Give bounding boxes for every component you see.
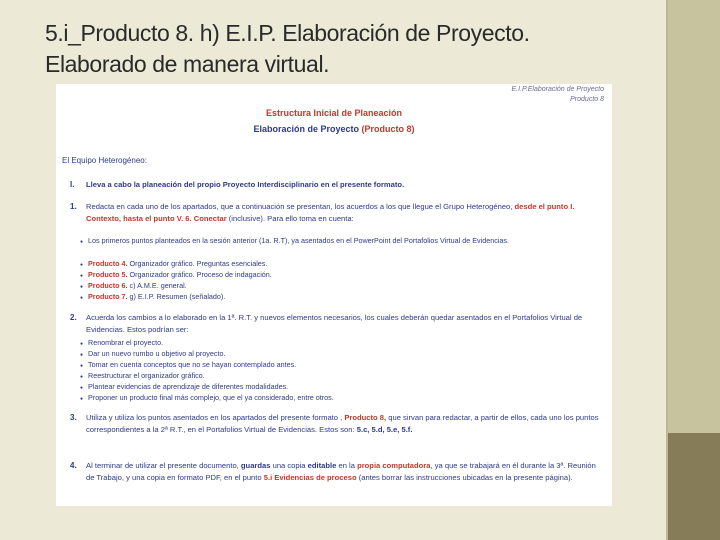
bullet-list-1-item	[88, 270, 272, 280]
doc-title: Estructura Inicial de Planeación	[265, 108, 403, 118]
slide-title-line-2: Elaborado de manera virtual.	[45, 51, 330, 77]
bullet-1-1-strong: Producto 4.	[88, 259, 128, 268]
section-2-number: 1.	[70, 202, 77, 211]
document-image	[56, 84, 612, 506]
bullet-list-2-item: ● Proponer un producto final más complejo, que el ya considerado, entre otros.	[88, 393, 334, 403]
section-5-text-e: en la	[338, 461, 355, 470]
section-2-text	[86, 201, 606, 225]
bullet-1-4-text: g) E.I.P. Resumen (señalado).	[127, 292, 226, 301]
bullet-1-3-strong: Producto 6.	[88, 281, 128, 290]
section-4-number: 3.	[70, 413, 77, 422]
doc-header-line-2: Producto 8	[570, 96, 604, 103]
bullet-1-3-text: c) A.M.E. general.	[127, 281, 187, 290]
bullet-1-1-text: Organizador gráfico. Preguntas esenciales.	[127, 259, 268, 268]
section-4-text-d: 5.c, 5.d, 5.e, 5.f.	[356, 425, 413, 434]
section-4-text-b: Producto 8,	[344, 413, 387, 422]
section-1-number: I.	[70, 180, 75, 189]
section-5-text	[86, 460, 606, 484]
section-5-text-h: 5.i Evidencias de proceso	[263, 473, 357, 482]
section-1-text	[86, 179, 606, 191]
doc-subtitle-text: Elaboración de Proyecto	[253, 124, 359, 134]
section-3-text: Acuerda los cambios a lo elaborado en la 1ª. R.T. y nuevos elementos necesarios, los cuales deberán quedar asentados en el Portafolios Virtual de Evidencias. Estos podrían ser:	[86, 313, 583, 334]
bullet-1-2-text: Organizador gráfico. Proceso de indagación.	[127, 270, 272, 279]
bullet-list-2-item: ● Dar un nuevo rumbo u objetivo al proyecto.	[88, 349, 225, 359]
section-5-text-c: una copia	[272, 461, 306, 470]
doc-subtitle	[56, 124, 612, 134]
section-5-text-g: , ya que se trabajará en él durante la 3ª. Reunión de Trabajo, y una copia en formato PDF, en el punto	[86, 461, 596, 482]
bullet-list-2-item: ● Renombrar el proyecto.	[88, 338, 163, 348]
section-2-text-a: Redacta en cada uno de los apartados, que a continuación se presentan, los acuerdos a los que llegue el Grupo Heterogéneo,	[86, 202, 513, 211]
slide-title	[45, 18, 655, 80]
section-3-number: 2.	[70, 313, 77, 322]
section-1-text-bold: Lleva a cabo la planeación del propio Proyecto Interdisciplinario en el presente formato.	[86, 180, 405, 189]
slide-sidebar-dark-block	[668, 433, 720, 540]
doc-subtitle-product: (Producto 8)	[361, 124, 415, 134]
bullet-list-2-item: ● Reestructurar el organizador gráfico.	[88, 371, 205, 381]
bullet-1-2-strong: Producto 5.	[88, 270, 128, 279]
section-4-text-c: que sirvan para redactar, a partir de ellos, cada uno los puntos correspondientes a la 2ª R.T., en el Portafolios Virtual de Evidencias. Estos son:	[86, 413, 599, 434]
section-2-text-b: desde el punto I. Contexto, hasta el punto V. 6. Conectar	[86, 202, 575, 223]
section-5-text-b: guardas	[240, 461, 271, 470]
section-4-text-a: Utiliza y utiliza los puntos asentados en los apartados del presente formato ,	[86, 413, 343, 422]
bullet-list-2-item: ● Plantear evidencias de aprendizaje de diferentes modalidades.	[88, 382, 288, 392]
slide-title-line-1: 5.i_Producto 8. h) E.I.P. Elaboración de Proyecto.	[45, 20, 530, 46]
section-2-text-c: (inclusive). Para ello toma en cuenta:	[228, 214, 354, 223]
doc-header-line-1: E.I.P.Elaboración de Proyecto	[511, 86, 604, 93]
section-5-text-i: (antes borrar las instrucciones ubicadas en la presente página).	[358, 473, 573, 482]
bullet-list-1-item	[88, 259, 267, 269]
section-4-text	[86, 412, 606, 436]
bullet-list-1-item	[88, 281, 187, 291]
bullet-1-0-text: Los primeros puntos planteados en la sesión anterior (1a. R.T), ya asentados en el PowerPoint del Portafolios Virtual de Evidencias.	[88, 236, 509, 245]
bullet-list-2-item: ● Tomar en cuenta conceptos que no se hayan contemplado antes.	[88, 360, 296, 370]
section-5-text-a: Al terminar de utilizar el presente documento,	[86, 461, 239, 470]
section-5-text-f: propia computadora	[357, 461, 431, 470]
bullet-list-1-item	[88, 292, 225, 302]
bullet-1-4-strong: Producto 7.	[88, 292, 128, 301]
bullet-list-1-item	[88, 236, 600, 246]
team-label: El Equipo Heterogéneo:	[62, 156, 147, 165]
section-5-number: 4.	[70, 461, 77, 470]
section-5-text-d: editable	[307, 461, 337, 470]
